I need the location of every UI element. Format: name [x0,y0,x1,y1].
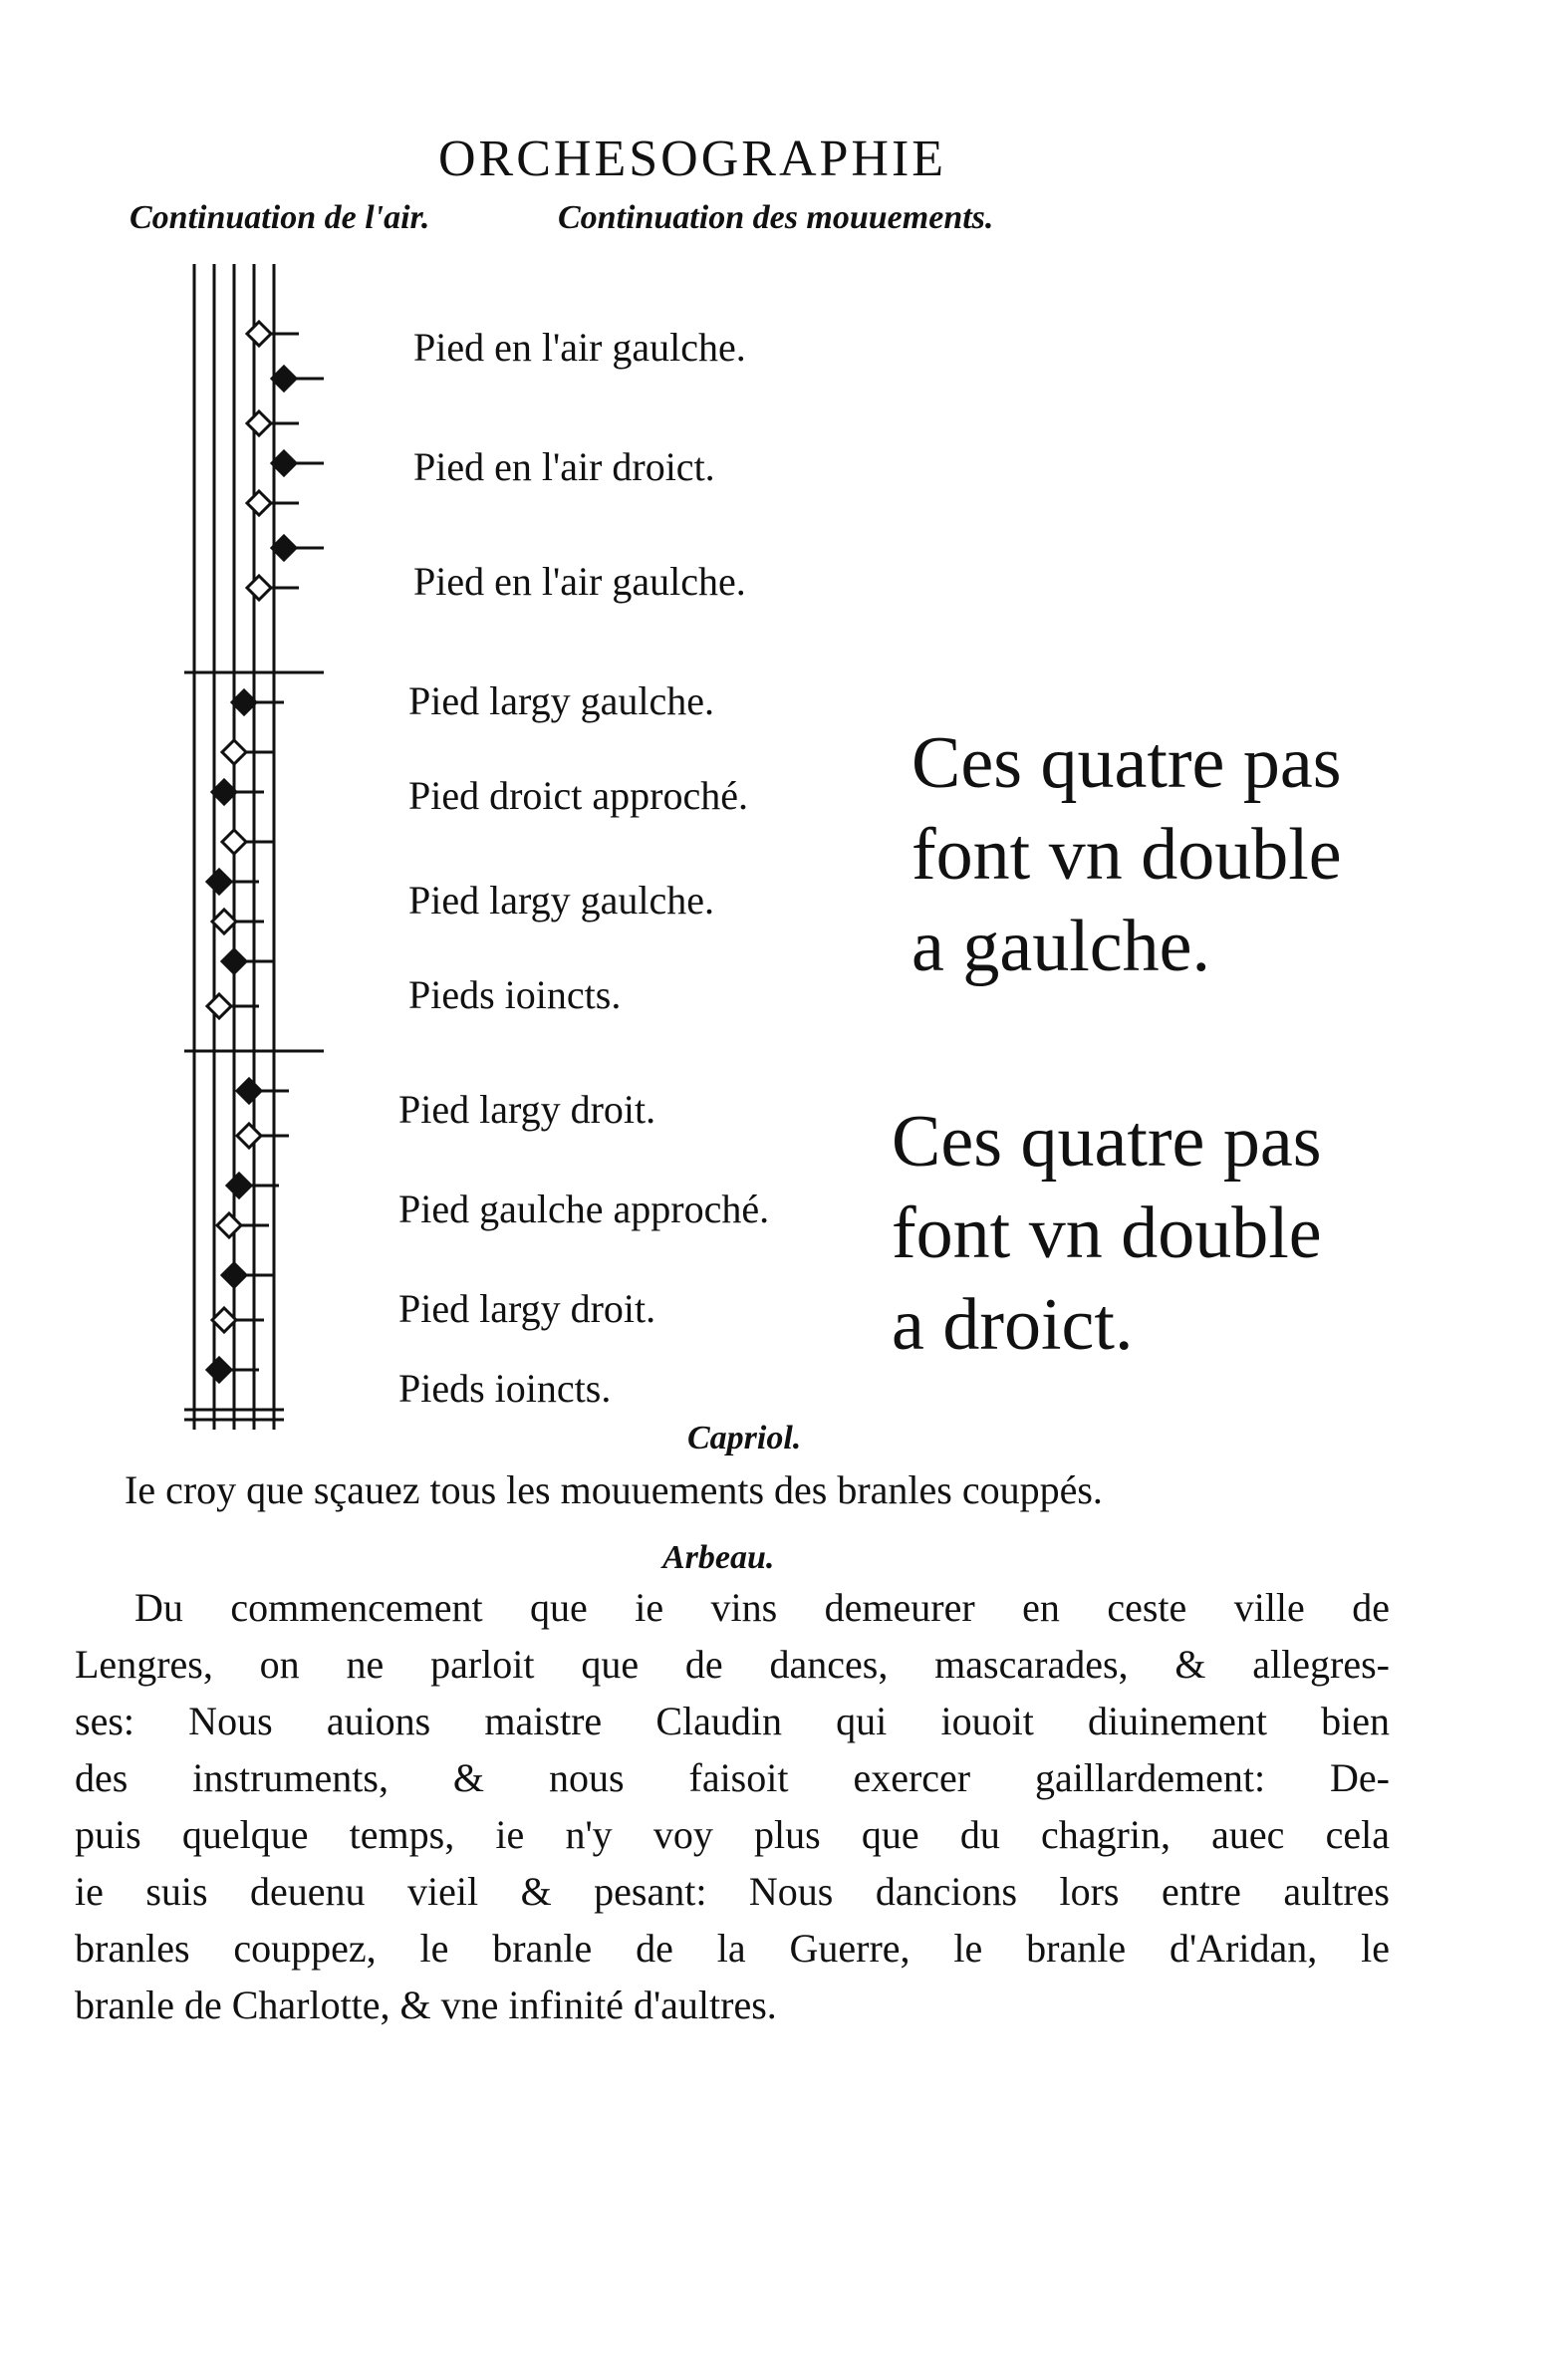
note-mark [272,367,296,391]
group-caption-line: a droict. [892,1284,1134,1366]
movement-line: Pieds ioincts. [408,972,622,1017]
note-mark [207,994,231,1018]
paragraph-line: puis quelque temps, ie n'y voy plus que du chagrin, auec cela [75,1812,1390,1857]
note-mark [247,576,271,600]
note-mark [222,1263,246,1287]
page-title: ORCHESOGRAPHIE [438,131,947,187]
paragraph-line: Lengres, on ne parloit que de dances, mascarades, & allegres- [75,1642,1390,1687]
note-mark [217,1213,241,1237]
group-caption-line: a gaulche. [911,906,1210,987]
note-mark [212,780,236,804]
movement-line: Pied en l'air gaulche. [413,559,746,604]
paragraph-line: ses: Nous auions maistre Claudin qui iouoit diuinement bien [75,1699,1390,1743]
note-mark [237,1079,261,1103]
note-mark [207,870,231,894]
speaker-capriol: Capriol. [687,1420,802,1456]
note-mark [222,830,246,854]
group-caption-line: font vn double [911,814,1342,896]
group-caption-line: Ces quatre pas [892,1101,1322,1183]
movement-line: Pied en l'air gaulche. [413,325,746,370]
paragraph-line: branles couppez, le branle de la Guerre, le branle d'Aridan, le [75,1926,1390,1971]
group-caption-line: Ces quatre pas [911,722,1342,804]
movement-line: Pied largy gaulche. [408,678,714,723]
movement-line: Pied largy droit. [398,1286,656,1331]
note-mark [207,1358,231,1382]
note-mark [237,1124,261,1148]
movement-line: Pied droict approché. [408,773,748,818]
group-caption-line: font vn double [892,1192,1322,1274]
note-mark [247,491,271,515]
movement-line: Pied gaulche approché. [398,1187,770,1231]
speaker-arbeau: Arbeau. [662,1539,775,1576]
paragraph-line: Du commencement que ie vins demeurer en ceste ville de [134,1585,1390,1630]
music-staff [174,264,354,1440]
note-mark [222,740,246,764]
movement-line: Pieds ioincts. [398,1366,612,1411]
music-staff-lines [184,264,324,1430]
capriol-line: Ie croy que sçauez tous les mouuements des branles couppés. [125,1467,1103,1512]
note-mark [272,536,296,560]
paragraph-line: branle de Charlotte, & vne infinité d'aultres. [75,1983,777,2027]
note-mark [272,451,296,475]
movement-line: Pied largy droit. [398,1087,656,1132]
note-mark [212,910,236,933]
paragraph-line: ie suis deuenu vieil & pesant: Nous dancions lors entre aultres [75,1869,1390,1914]
note-mark [247,411,271,435]
note-mark [227,1174,251,1197]
movement-line: Pied en l'air droict. [413,444,715,489]
note-mark [222,949,246,973]
movement-line: Pied largy gaulche. [408,878,714,923]
note-mark [212,1308,236,1332]
air-heading: Continuation de l'air. [130,199,430,236]
paragraph-line: des instruments, & nous faisoit exercer gaillardement: De- [75,1755,1390,1800]
music-notes [207,322,324,1382]
movements-heading: Continuation des mouuements. [558,199,994,236]
note-mark [232,690,256,714]
note-mark [247,322,271,346]
